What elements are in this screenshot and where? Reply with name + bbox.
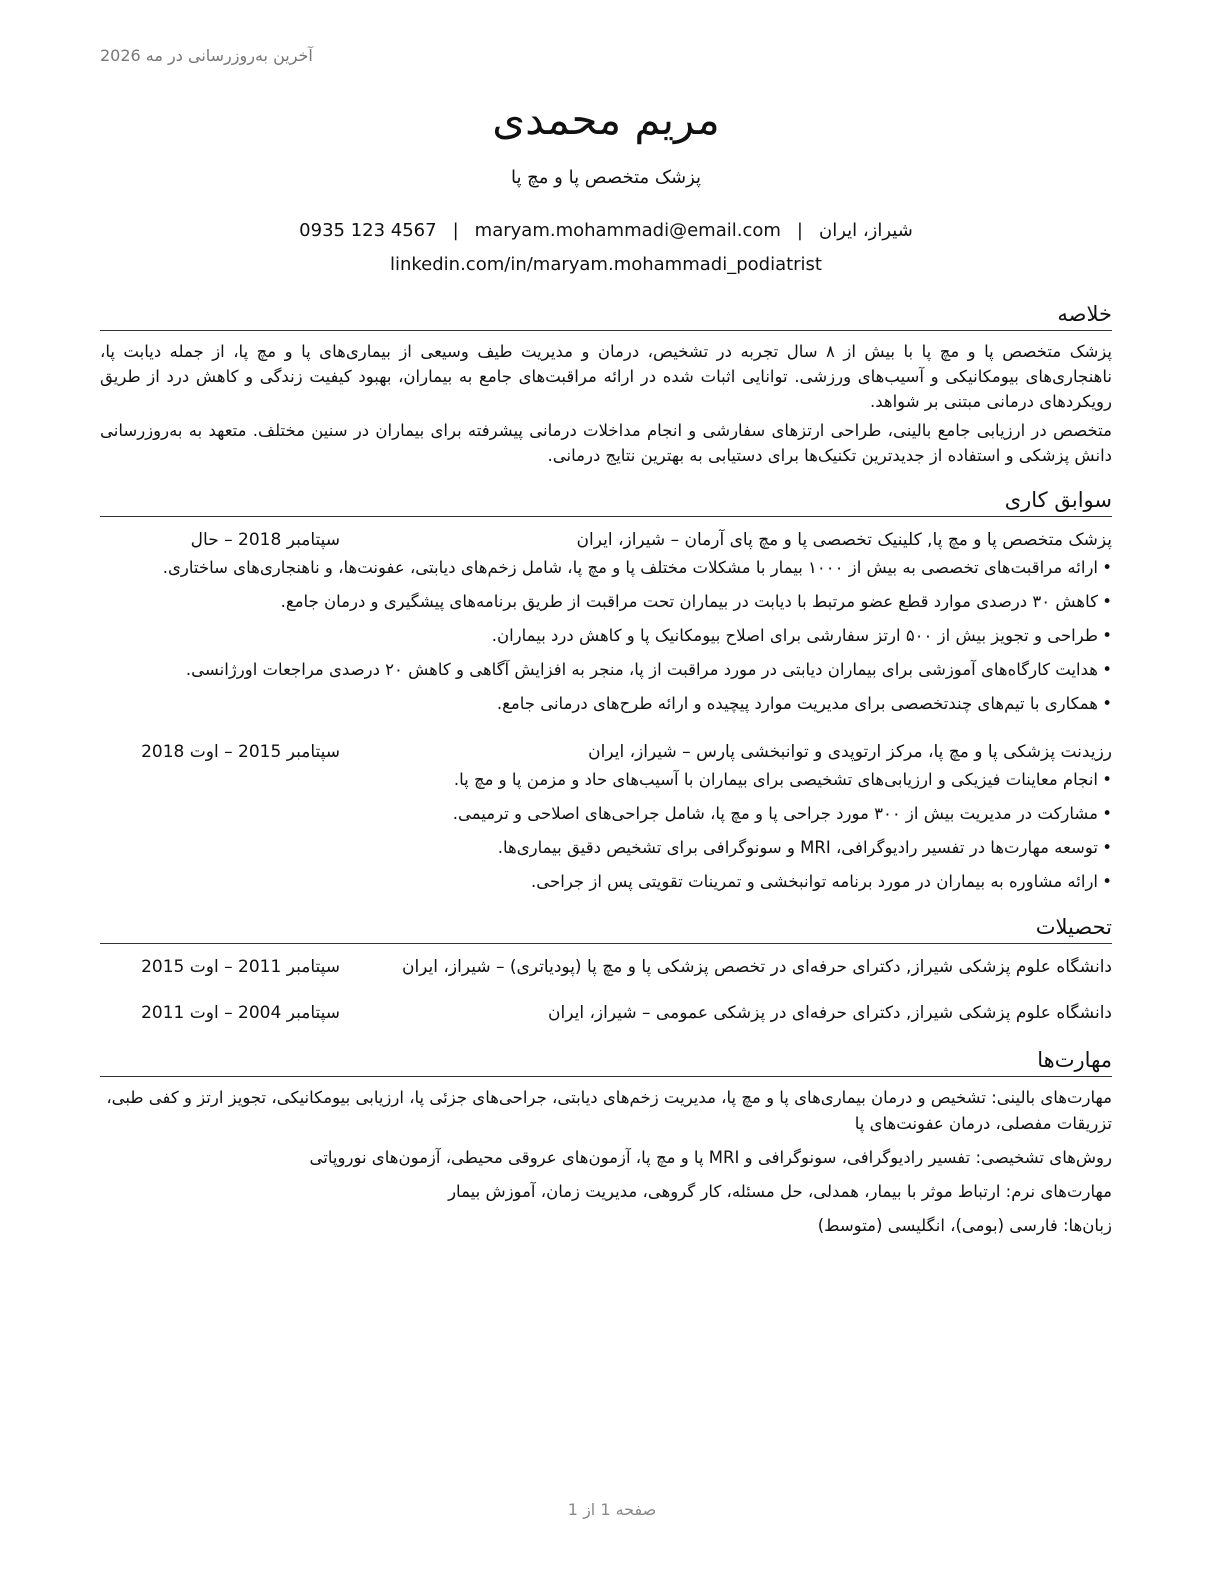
- linkedin-link[interactable]: linkedin.com/in/maryam.mohammadi_podiatrist: [389, 254, 822, 275]
- candidate-title: پزشک متخصص پا و مچ پا: [510, 167, 702, 188]
- job-dates: سپتامبر 2018 – حال: [190, 530, 340, 550]
- education-title: دانشگاه علوم پزشکی شیراز, دکترای حرفه‌ای در تخصص پزشکی پا و مچ پا (پودیاتری) – شیراز، ایران: [401, 957, 1112, 977]
- job-title: رزیدنت پزشکی پا و مچ پا، مرکز ارتوپدی و توانبخشی پارس – شیراز، ایران: [588, 742, 1112, 762]
- skill-line: مهارت‌های نرم: ارتباط موثر با بیمار، همدلی، حل مسئله، کار گروهی، مدیریت زمان، آموزش بیمار: [448, 1182, 1112, 1201]
- phone-number: 0935 123 4567: [299, 220, 437, 241]
- list-item: • مشارکت در مدیریت بیش از ۳۰۰ مورد جراحی پا و مچ پا، شامل جراحی‌های اصلاحی و ترمیمی.: [100, 801, 1112, 827]
- job-bullets: [100, 767, 1112, 895]
- education-title: دانشگاه علوم پزشکی شیراز, دکترای حرفه‌ای در پزشکی عمومی – شیراز، ایران: [548, 1003, 1112, 1023]
- education-section: [100, 913, 1112, 1028]
- list-item: • انجام معاینات فیزیکی و ارزیابی‌های تشخیصی برای بیماران با آسیب‌های حاد و مزمن پا و مچ پا.: [100, 767, 1112, 793]
- page-number: صفحه 1 از 1: [567, 1500, 657, 1519]
- skills-section: [100, 1046, 1112, 1239]
- list-item: • هدایت کارگاه‌های آموزشی برای بیماران دیابتی در مورد مراقبت از پا، منجر به افزایش آگاهی و کاهش ۲۰ درصدی مراجعات اورژانسی.: [100, 657, 1112, 683]
- education-dates: سپتامبر 2011 – اوت 2015: [141, 957, 340, 977]
- linkedin-line: [100, 248, 1112, 282]
- contact-info: [100, 214, 1112, 282]
- separator: |: [796, 220, 803, 241]
- skill-line: زبان‌ها: فارسی (بومی)، انگلیسی (متوسط): [817, 1216, 1112, 1235]
- job-title: پزشک متخصص پا و مچ پا, کلینیک تخصصی پا و مچ پای آرمان – شیراز، ایران: [576, 530, 1112, 550]
- section-heading-summary: خلاصه: [100, 300, 1112, 331]
- location: شیراز، ایران: [818, 220, 913, 241]
- contact-line: [100, 214, 1112, 248]
- last-updated-note: آخرین به‌روزرسانی در مه 2026: [100, 46, 313, 65]
- education-dates: سپتامبر 2004 – اوت 2011: [141, 1003, 340, 1023]
- skill-line: مهارت‌های بالینی: تشخیص و درمان بیماری‌های پا و مچ پا، مدیریت زخم‌های دیابتی، جراحی‌های جزئی پا، ارزیابی بیومکانیکی، تجویز ارتز و کفی طبی، تزریقات مفصلی، درمان عفونت‌های پا: [106, 1088, 1112, 1133]
- resume-content: [100, 92, 1112, 1247]
- summary-paragraph: پزشک متخصص پا و مچ پا با بیش از ۸ سال تجربه در تشخیص، درمان و مدیریت طیف وسیعی از بیماری‌های پا و مچ پا، از جمله دیابت پا، ناهنجاری‌های بیومکانیکی و آسیب‌های ورزشی. توانایی اثبات شده در ارائه مراقبت‌های جامع به بیماران، بهبود کیفیت زندگی و کاهش درد از طریق رویکردهای درمانی مبتنی بر شواهد.: [100, 342, 1112, 411]
- section-heading-skills: مهارت‌ها: [100, 1046, 1112, 1077]
- list-item: • توسعه مهارت‌ها در تفسیر رادیوگرافی، MRI و سونوگرافی برای تشخیص دقیق بیماری‌ها.: [100, 835, 1112, 861]
- education-entry: [100, 952, 1112, 982]
- candidate-name: مریم محمدی: [492, 95, 720, 144]
- separator: |: [452, 220, 459, 241]
- job-entry: [100, 737, 1112, 895]
- summary-section: [100, 300, 1112, 468]
- email-link[interactable]: maryam.mohammadi@email.com: [474, 220, 781, 241]
- section-heading-experience: سوابق کاری: [100, 486, 1112, 517]
- job-header: [100, 737, 1112, 767]
- job-header: [100, 525, 1112, 555]
- list-item: • ارائه مراقبت‌های تخصصی به بیش از ۱۰۰۰ بیمار با مشکلات مختلف پا و مچ پا، شامل زخم‌های دیابتی، عفونت‌ها، و ناهنجاری‌های ساختاری.: [100, 555, 1112, 581]
- summary-paragraph: متخصص در ارزیابی جامع بالینی، طراحی ارتزهای سفارشی و انجام مداخلات درمانی پیشرفته برای بیماران در سنین مختلف. متعهد به به‌روزرسانی دانش پزشکی و استفاده از جدیدترین تکنیک‌ها برای دستیابی به بهترین نتایج درمانی.: [100, 421, 1112, 465]
- job-entry: [100, 525, 1112, 717]
- job-bullets: [100, 555, 1112, 717]
- section-heading-education: تحصیلات: [100, 913, 1112, 944]
- experience-section: [100, 486, 1112, 895]
- list-item: • کاهش ۳۰ درصدی موارد قطع عضو مرتبط با دیابت در بیماران تحت مراقبت از طریق برنامه‌های پیشگیری و درمان جامع.: [100, 589, 1112, 615]
- skill-line: روش‌های تشخیصی: تفسیر رادیوگرافی، سونوگرافی و MRI پا و مچ پا، آزمون‌های عروقی محیطی، آزمون‌های نوروپاتی: [309, 1148, 1112, 1167]
- list-item: • طراحی و تجویز بیش از ۵۰۰ ارتز سفارشی برای اصلاح بیومکانیک پا و کاهش درد بیماران.: [100, 623, 1112, 649]
- list-item: • همکاری با تیم‌های چندتخصصی برای مدیریت موارد پیچیده و ارائه طرح‌های درمانی جامع.: [100, 691, 1112, 717]
- list-item: • ارائه مشاوره به بیماران در مورد برنامه توانبخشی و تمرینات تقویتی پس از جراحی.: [100, 869, 1112, 895]
- job-dates: سپتامبر 2015 – اوت 2018: [141, 742, 340, 762]
- education-entry: [100, 998, 1112, 1028]
